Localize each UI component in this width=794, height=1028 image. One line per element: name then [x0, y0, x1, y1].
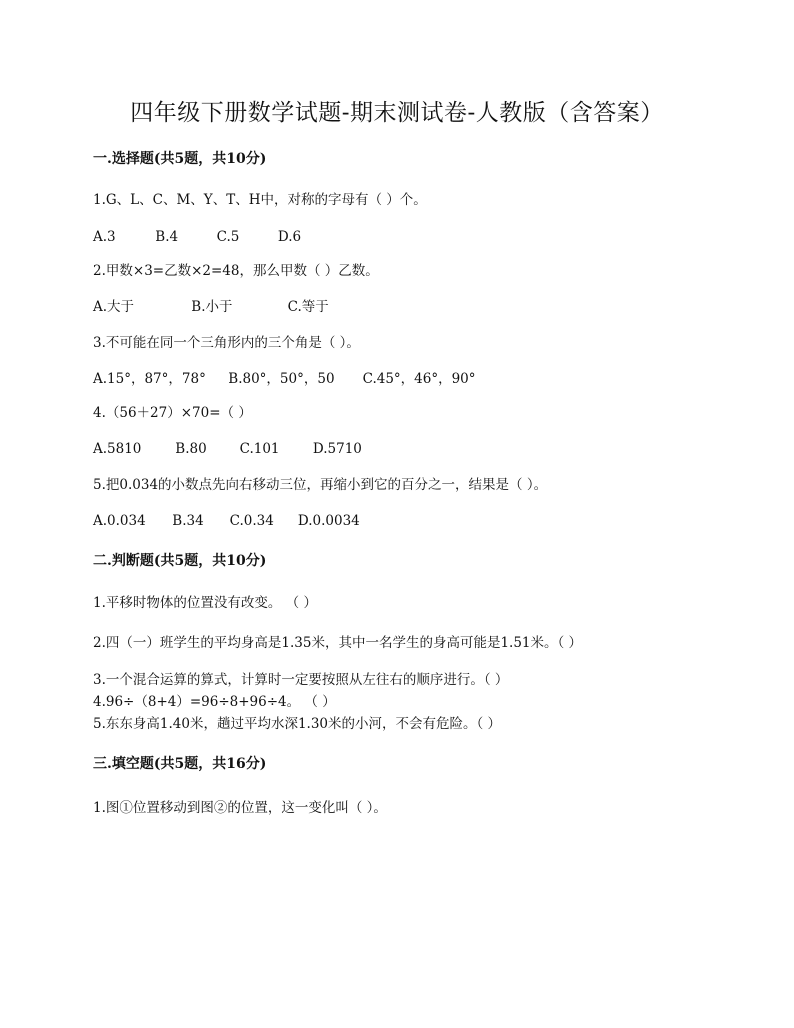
question-text: 2.甲数×3=乙数×2=48，那么甲数（ ）乙数。: [93, 263, 379, 279]
option: D.0.0034: [297, 513, 360, 529]
question-text: 5.东东身高1.40米，趟过平均水深1.30米的小河，不会有危险。（ ）: [93, 716, 502, 732]
question-options: [93, 440, 362, 458]
option: C.0.34: [229, 513, 274, 529]
section-heading-judgement: 二.判断题(共5题，共10分): [93, 553, 267, 569]
option: A.5810: [93, 441, 142, 457]
option: C.101: [239, 441, 280, 457]
option: A.3: [93, 229, 116, 245]
question-text: 1.平移时物体的位置没有改变。 （ ）: [93, 595, 317, 611]
option: B.80: [175, 441, 207, 457]
question-options: [93, 228, 301, 246]
question-options: [93, 370, 476, 388]
option: D.5710: [312, 441, 362, 457]
question-text: 2.四（一）班学生的平均身高是1.35米，其中一名学生的身高可能是1.51米。（ ）: [93, 635, 583, 651]
option: A.0.034: [93, 513, 146, 529]
question-text: 5.把0.034的小数点先向右移动三位，再缩小到它的百分之一，结果是（ ）。: [93, 477, 548, 493]
question-text: 3.不可能在同一个三角形内的三个角是（ ）。: [93, 335, 360, 351]
document-title: 四年级下册数学试题-期末测试卷-人教版（含答案）: [130, 100, 664, 126]
section-heading-fill-blank: 三.填空题(共5题，共16分): [93, 756, 267, 772]
question-text: 4.96÷（8+4）=96÷8+96÷4。 （ ）: [93, 694, 336, 710]
option: B.小于: [191, 299, 233, 315]
option: D.6: [277, 229, 302, 245]
question-text: 1.图①位置移动到图②的位置，这一变化叫（ ）。: [93, 800, 387, 816]
option: B.4: [155, 229, 179, 245]
option: B.80°，50°，50: [228, 371, 335, 387]
option: B.34: [172, 513, 204, 529]
option: C.5: [216, 229, 240, 245]
section-heading-choice: 一.选择题(共5题，共10分): [93, 151, 267, 167]
option: A.大于: [93, 299, 135, 315]
option: C.等于: [287, 299, 329, 315]
question-options: [93, 512, 360, 530]
question-text: 1.G、L、C、M、Y、T、H中，对称的字母有（ ）个。: [93, 192, 427, 208]
question-text: 3.一个混合运算的算式，计算时一定要按照从左往右的顺序进行。（ ）: [93, 672, 509, 688]
option: A.15°，87°，78°: [93, 371, 206, 387]
question-text: 4.（56＋27）×70=（ ）: [93, 405, 252, 421]
option: C.45°，46°，90°: [362, 371, 476, 387]
question-options: [93, 298, 329, 316]
